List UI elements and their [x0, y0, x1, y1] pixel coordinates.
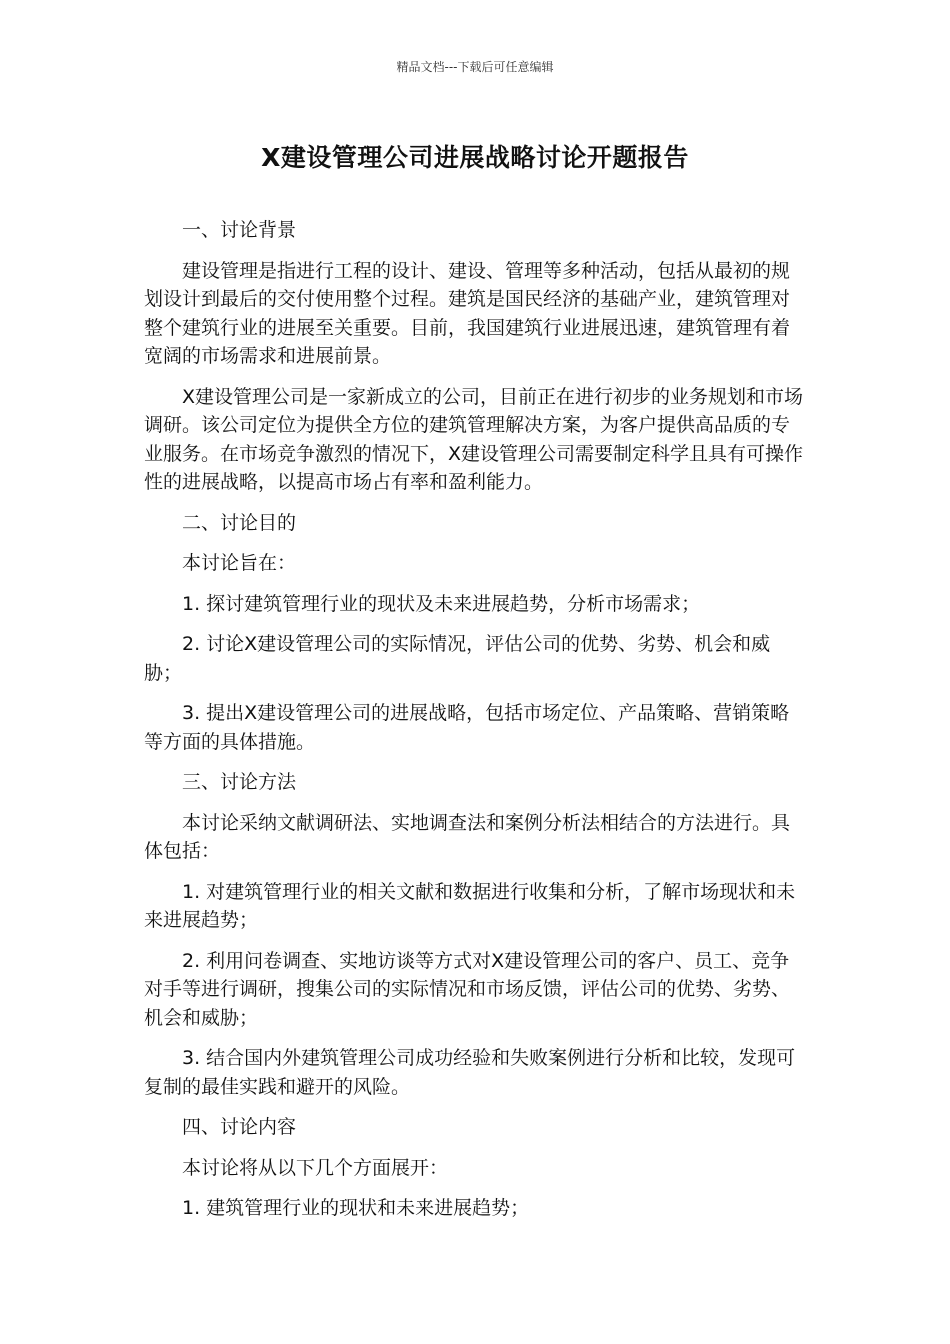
list-item-method-1: 1. 对建筑管理行业的相关文献和数据进行收集和分析，了解市场现状和未来进展趋势；: [144, 880, 796, 931]
paragraph-method-intro: 本讨论采纳文献调研法、实地调查法和案例分析法相结合的方法进行。具体包括：: [144, 811, 791, 862]
list-item-method-2: 2. 利用问卷调查、实地访谈等方式对X建设管理公司的客户、员工、竞争对手等进行调研，搜集公司的实际情况和市场反馈，评估公司的优势、劣势、机会和威胁；: [144, 949, 791, 1029]
paragraph-background-1: 建设管理是指进行工程的设计、建设、管理等多种活动，包括从最初的规划设计到最后的交付使用整个过程。建筑是国民经济的基础产业，建筑管理对整个建筑行业的进展至关重要。目前，我国建筑行业进展迅速，建筑管理有着宽阔的市场需求和进展前景。: [144, 259, 791, 367]
paragraph-purpose-intro: 本讨论旨在：: [182, 552, 297, 574]
section-heading-content: 四、讨论内容: [182, 1116, 297, 1138]
list-item-purpose-1: 1. 探讨建筑管理行业的现状及未来进展趋势，分析市场需求；: [182, 592, 701, 615]
section-heading-method: 三、讨论方法: [182, 771, 297, 793]
document-title: X建设管理公司进展战略讨论开题报告: [261, 143, 689, 172]
section-heading-background: 一、讨论背景: [182, 219, 297, 241]
list-item-content-1: 1. 建筑管理行业的现状和未来进展趋势；: [182, 1197, 530, 1219]
list-item-purpose-3: 3. 提出X建设管理公司的进展战略，包括市场定位、产品策略、营销策略等方面的具体措施。: [144, 702, 790, 753]
section-heading-purpose: 二、讨论目的: [182, 511, 297, 534]
list-item-method-3: 3. 结合国内外建筑管理公司成功经验和失败案例进行分析和比较，发现可复制的最佳实践和避开的风险。: [144, 1047, 796, 1098]
paragraph-content-intro: 本讨论将从以下几个方面展开：: [182, 1156, 449, 1179]
document-body: [144, 216, 808, 1223]
paragraph-background-2: X建设管理公司是一家新成立的公司，目前正在进行初步的业务规划和市场调研。该公司定位为提供全方位的建筑管理解决方案，为客户提供高品质的专业服务。在市场竞争激烈的情况下，X建设管理公司需要制定科学且具有可操作性的进展战略，以提高市场占有率和盈利能力。: [144, 385, 804, 493]
page-header: 精品文档---下载后可任意编辑: [396, 60, 554, 74]
list-item-purpose-2: 2. 讨论X建设管理公司的实际情况，评估公司的优势、劣势、机会和威胁；: [144, 633, 771, 684]
